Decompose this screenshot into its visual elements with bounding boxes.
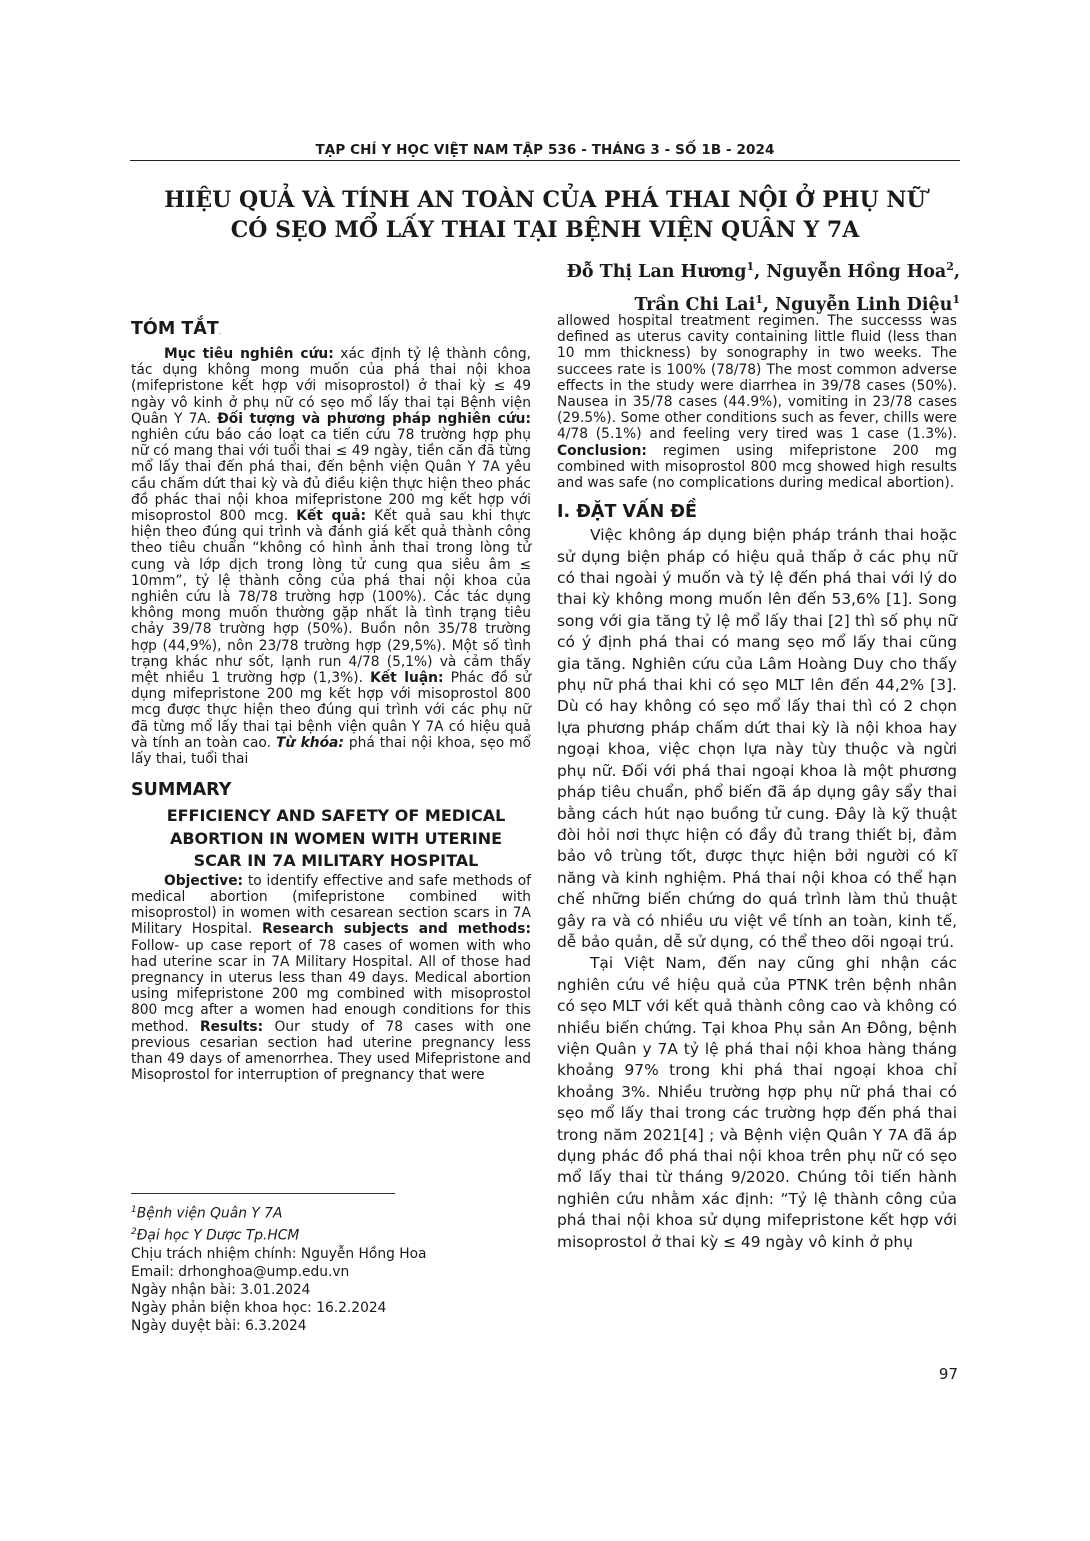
title-line-1: HIỆU QUẢ VÀ TÍNH AN TOÀN CỦA PHÁ THAI NỘI Ở PHỤ NỮ (164, 187, 926, 213)
author-name: Trần Chi Lai (634, 294, 756, 315)
author-separator: , (762, 294, 776, 315)
author-line-1 (360, 253, 960, 286)
footnotes (131, 1201, 531, 1336)
abstract-en-body-left (131, 873, 531, 1084)
results-label: Kết quả: (296, 508, 366, 525)
affiliation-2 (131, 1223, 531, 1245)
header-rule (130, 160, 960, 161)
article-title (130, 185, 960, 245)
abstract-en-body-right (557, 313, 957, 491)
date-reviewed: Ngày phản biện khoa học: 16.2.2024 (131, 1300, 387, 1317)
methods-text: nghiên cứu báo cáo loạt ca tiến cứu 78 trường hợp phụ nữ có mang thai với tuổi thai ≤ 49 ngày, tiền căn đã từng mổ lấy thai đến phá thai, đến bệnh viện Quân Y 7A yêu cầu chấm dứt thai kỳ và đủ điều kiện thực hiện theo phác đồ phác thai nội khoa mifepristone 200 mg kết hợp với misoprostol 800 mcg. (131, 427, 531, 525)
english-title-line-3: SCAR IN 7A MILITARY HOSPITAL (193, 851, 479, 871)
affiliation-text: Bệnh viện Quân Y 7A (136, 1205, 283, 1222)
contact-email: Email: drhonghoa@ump.edu.vn (131, 1263, 350, 1280)
conclusion-label: Kết luận: (370, 670, 444, 687)
author-separator: , (754, 261, 767, 282)
introduction-heading: I. ĐẶT VẤN ĐỀ (557, 502, 697, 523)
abstract-vi-heading (131, 318, 531, 343)
author-affiliation-sup: 1 (746, 260, 755, 273)
english-title-line-2: ABORTION IN WOMEN WITH UTERINE (169, 828, 503, 848)
footnote-rule (131, 1193, 395, 1194)
author-separator: , (953, 261, 960, 282)
introduction-paragraph-1: Việc không áp dụng biện pháp tránh thai hoặc sử dụng biện pháp có hiệu quả thấp ở các phụ nữ có thai ngoài ý muốn và tỷ lệ đến phá thai với lý do thai kỳ không mong muốn lên đến 53,6% [1]. Song song với gia tăng tỷ lệ mổ lấy thai [2] thì số phụ nữ có ý định phá thai có mang sẹo mổ lấy thai cũng gia tăng. Nghiên cứu của Lâm Hoàng Duy cho thấy phụ nữ phá thai khi có sẹo MLT lên đến 44,2% [3]. Dù có hay không có sẹo mổ lấy thai thì có 2 chọn lựa phương pháp chấm dứt thai kỳ là nội khoa hay ngoại khoa, việc chọn lựa này tùy thuộc và ngừi phụ nữ. Đối với phá thai ngoại khoa là một phương pháp tiêu chuẩn, phổ biến đã áp dụng gây sẩy thai bằng cách hút nạo buồng tử cung. Đây là kỹ thuật đòi hỏi nơi thực hiện có đầy đủ trang thiết bị, đảm bảo vô trùng tốt, được thực hiện bởi người có kĩ năng và kinh nghiệm. Phá thai nội khoa có thể hạn chế những biến chứng do quá trình làm thủ thuật gây ra và có nhiều ưu việt về tính an toàn, kinh tế, dễ bảo quản, dễ sử dụng, có thể theo dõi ngoại trú. (557, 526, 957, 951)
author-affiliation-sup: 1 (755, 292, 763, 306)
en-conclusion-label: Conclusion: (557, 442, 647, 459)
author-affiliation-sup: 2 (946, 260, 954, 273)
en-results-label: Results: (200, 1018, 264, 1035)
en-objective-text: to identify effective and safe methods of medical abortion (mifepristone combined with misoprostol) in women with cesarean section scars in 7A Military Hospital. (131, 872, 531, 938)
en-results-text-cont: allowed hospital treatment regimen. The successs was defined as uterus cavity containing little fluid (less than 10 mm thickness) by sonography in two weeks. The succees rate is 100% (78/78) The most common adverse effects in the study were diarrhea in 39/78 cases (50%). Nausea in 35/78 cases (44.9%), vomiting in 23/78 cases (29.5%). Some other conditions such as fever, chills were 4/78 (5.1%) and feeling very tired was 1 case (1.3%). (557, 313, 957, 443)
affiliation-1 (131, 1201, 531, 1223)
heading-mark: . (218, 328, 221, 336)
introduction-paragraph-2: Tại Việt Nam, đến nay cũng ghi nhận các nghiên cứu về hiệu quả của PTNK trên bệnh nhân có sẹo MLT với kết quả thành công cao và không có nhiều biến chứng. Tại khoa Phụ sản An Đông, bệnh viện Quân y 7A tỷ lệ phá thai nội khoa hàng tháng khoảng 97% trong khi phá thai ngoại khoa chỉ khoảng 3%. Nhiều trường hợp phụ nữ phá thai có sẹo mổ lấy thai trong các trường hợp đến phá thai trong năm 2021[4] ; và Bệnh viện Quân Y 7A đã áp dụng phác đồ phá thai nội khoa trên phụ nữ có sẹo mổ lấy thai từ tháng 9/2020. Chúng tôi tiến hành nghiên cứu nhằm xác định: “Tỷ lệ thành công của phá thai nội khoa sử dụng mifepristone kết hợp với misoprostol ở thai kỳ ≤ 49 ngày vô kinh ở phụ (557, 954, 957, 1251)
left-column (131, 314, 531, 1083)
author-list (360, 253, 960, 319)
abstract-vi-body (131, 346, 531, 767)
english-title-line-1: EFFICIENCY AND SAFETY OF MEDICAL (166, 806, 506, 826)
keywords-label: Từ khóa: (275, 734, 344, 751)
en-conclusion-text: regimen using mifepristone 200 mg combined with misoprostol 800 mcg showed high results and was safe (no complications during medical abortion). (557, 442, 957, 492)
page-number: 97 (938, 1365, 958, 1383)
affiliation-sup: 2 (131, 1226, 137, 1237)
affiliation-text: Đại học Y Dược Tp.HCM (136, 1227, 300, 1244)
date-accepted: Ngày duyệt bài: 6.3.2024 (131, 1318, 307, 1335)
running-header: TẠP CHÍ Y HỌC VIỆT NAM TẬP 536 - THÁNG 3 - SỐ 1B - 2024 (315, 142, 775, 158)
en-results-text: Our study of 78 cases with one previous cesarian section had uterine pregnancy less than 49 days of amenorrhea. They used Mifepristone and Misoprostol for interruption of pregnancy that were (131, 1018, 531, 1084)
abstract-vi-heading-text: TÓM TẮT (131, 319, 219, 339)
conclusion-text: Phác đồ sử dụng mifepristone 200 mg kết hợp với misoprostol 800 mcg được thực hiện theo đúng qui trình với các phụ nữ đã từng mổ lấy thai tại bệnh viện quân Y 7A có hiệu quả và tính an toàn cao. (131, 670, 531, 751)
methods-label: Đối tượng và phương pháp nghiên cứu: (217, 410, 531, 427)
objective-text: xác định tỷ lệ thành công, tác dụng không mong muốn của phá thai nội khoa (mifepristone kết hợp với misoprostol) ở thai kỳ ≤ 49 ngày vô kinh ở phụ nữ có sẹo mổ lấy thai tại Bệnh viện Quân Y 7A. (131, 346, 531, 427)
author-name: Nguyễn Hồng Hoa (766, 261, 947, 282)
affiliation-sup: 1 (131, 1205, 137, 1215)
title-line-2: CÓ SẸO MỔ LẤY THAI TẠI BỆNH VIỆN QUÂN Y 7A (230, 217, 860, 243)
keywords-text: phá thai nội khoa, sẹo mổ lấy thai, tuổi thai (131, 734, 531, 768)
en-methods-text: Follow- up case report of 78 cases of women with who had uterine scar in 7A Military Hospital. All of those had pregnancy in uterus less than 49 days. Medical abortion using mifepristone 200 mg combined with misoprostol 800 mcg after a women had enough conditions for this method. (131, 937, 531, 1035)
author-name: Đỗ Thị Lan Hương (566, 261, 747, 282)
summary-heading: SUMMARY (131, 780, 232, 801)
results-text: Kết quả sau khi thực hiện theo đúng qui trình và đánh giá kết quả thành công theo tiêu chuẩn “không có hình ảnh thai trong lòng tử cung và lớp dịch trong lòng tử cung qua siêu âm ≤ 10mm”, tỷ lệ thành công của phá thai nội khoa của nghiên cứu là 78/78 trường hợp (100%). Các tác dụng không mong muốn thường gặp nhất là tình trạng tiêu chảy 39/78 trường hợp (50%). Buồn nôn 35/78 trường hợp (44,9%), nôn 23/78 trường hợp (29,5%). Một số tình trạng khác như sốt, lạnh run 4/78 (5,1%) và cảm thấy mệt nhiều 1 trường hợp (1,3%). (131, 508, 531, 687)
responsible-author: Chịu trách nhiệm chính: Nguyễn Hồng Hoa (131, 1245, 427, 1262)
author-name: Nguyễn Linh Diệu (775, 294, 953, 315)
en-objective-label: Objective: (164, 872, 244, 889)
author-affiliation-sup: 1 (952, 292, 960, 306)
objective-label: Mục tiêu nghiên cứu: (164, 346, 334, 362)
english-title (131, 805, 531, 873)
right-column (557, 313, 957, 1253)
date-received: Ngày nhận bài: 3.01.2024 (131, 1282, 311, 1298)
en-methods-label: Research subjects and methods: (262, 921, 531, 938)
